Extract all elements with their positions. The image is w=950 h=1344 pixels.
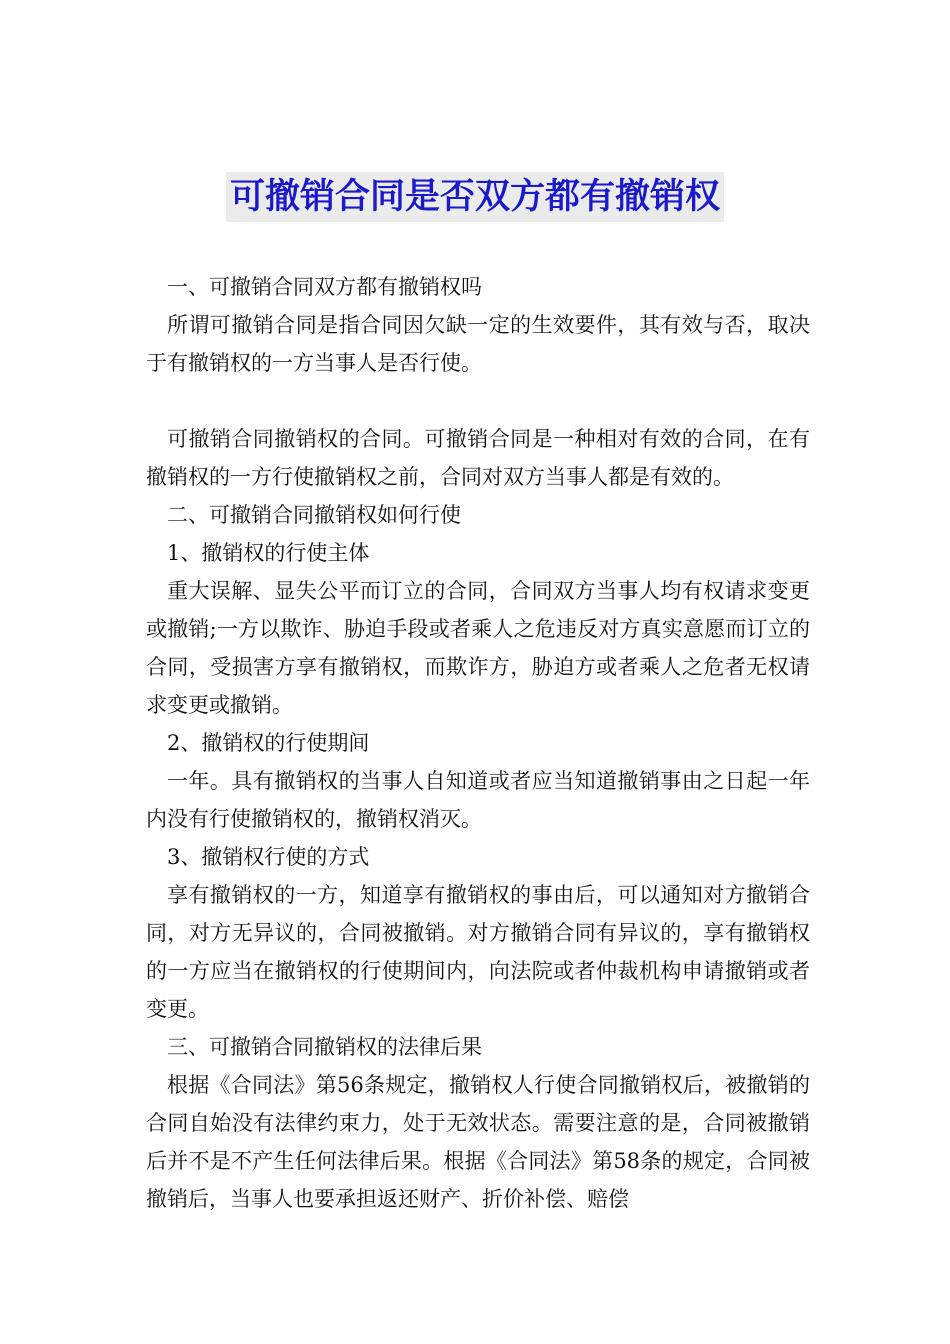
paragraph: 可撤销合同撤销权的合同。可撤销合同是一种相对有效的合同，在有撤销权的一方行使撤销权之前，合同对双方当事人都是有效的。 <box>146 427 810 489</box>
heading-section-3: 三、可撤销合同撤销权的法律后果 <box>167 1035 482 1059</box>
paragraph: 重大误解、显失公平而订立的合同，合同双方当事人均有权请求变更或撤销;一方以欺诈、胁迫手段或者乘人之危违反对方真实意愿而订立的合同，受损害方享有撤销权，而欺诈方，胁迫方或者乘人之危者无权请求变更或撤销。 <box>146 579 810 717</box>
subheading-1: 1、撤销权的行使主体 <box>167 541 370 565</box>
paragraph: 所谓可撤销合同是指合同因欠缺一定的生效要件，其有效与否，取决于有撤销权的一方当事人是否行使。 <box>146 313 810 375</box>
paragraph: 享有撤销权的一方，知道享有撤销权的事由后，可以通知对方撤销合同，对方无异议的，合同被撤销。对方撤销合同有异议的，享有撤销权的一方应当在撤销权的行使期间内，向法院或者仲裁机构申请撤销或者变更。 <box>146 883 810 1021</box>
blank-line <box>146 382 810 420</box>
document-title: 可撤销合同是否双方都有撤销权 <box>226 172 724 222</box>
heading-section-1: 一、可撤销合同双方都有撤销权吗 <box>167 275 482 299</box>
subheading-3: 3、撤销权行使的方式 <box>167 845 370 869</box>
paragraph: 根据《合同法》第56条规定，撤销权人行使合同撤销权后，被撤销的合同自始没有法律约束力，处于无效状态。需要注意的是，合同被撤销后并不是不产生任何法律后果。根据《合同法》第58条的规定，合同被撤销后，当事人也要承担返还财产、折价补偿、赔偿 <box>146 1073 810 1211</box>
subheading-2: 2、撤销权的行使期间 <box>167 731 370 755</box>
title-container <box>0 172 950 222</box>
document-body <box>146 268 810 1218</box>
heading-section-2: 二、可撤销合同撤销权如何行使 <box>167 503 461 527</box>
paragraph: 一年。具有撤销权的当事人自知道或者应当知道撤销事由之日起一年内没有行使撤销权的，撤销权消灭。 <box>146 769 810 831</box>
